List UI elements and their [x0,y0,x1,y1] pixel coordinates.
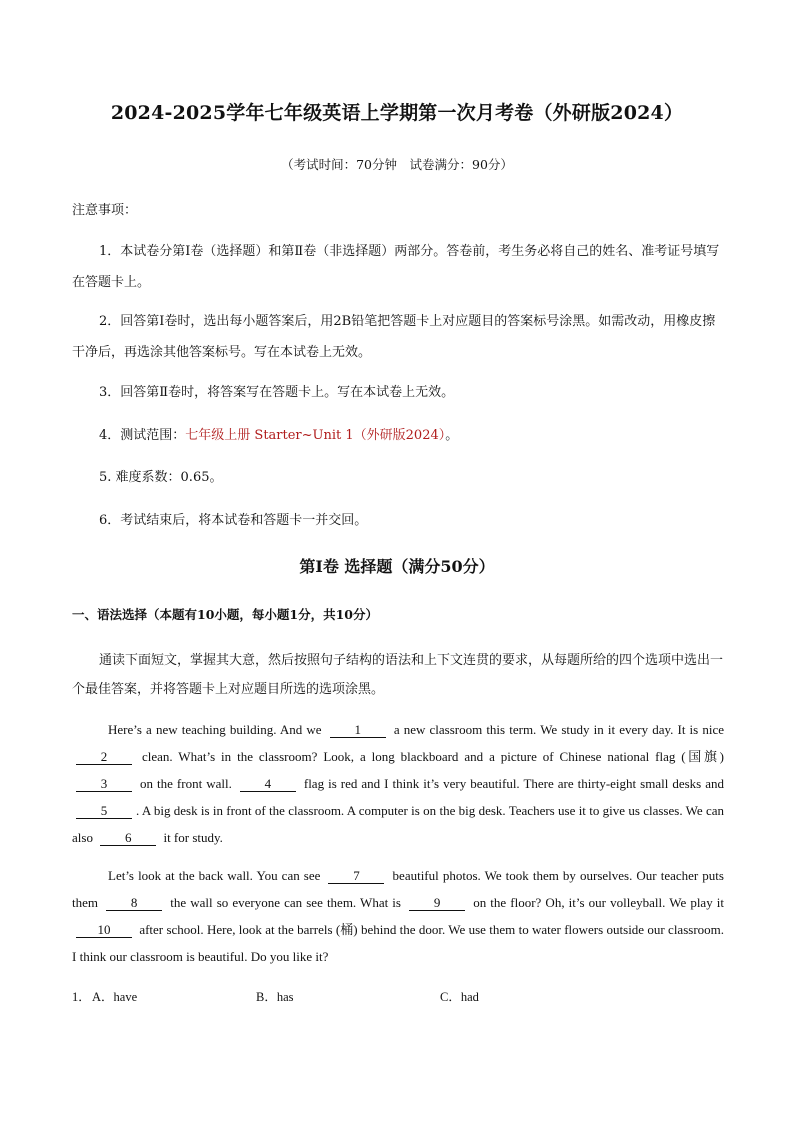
note-item [72,420,724,451]
notes-title: 注意事项： [72,203,138,218]
option-b: B．has [256,990,294,1004]
note-suffix: 。 [445,428,459,443]
blank-1: 1 [330,723,386,738]
blank-6: 6 [100,831,156,846]
blank-2: 2 [76,750,132,765]
passage-text: the wall so everyone can see them. What is [170,895,401,910]
exam-title: 2024-2025学年七年级英语上学期第一次月考卷（外研版2024） [110,102,684,124]
passage-text: flag is red and I think it’s very beautiful. There are thirty-eight small desks and [303,776,724,791]
passage-text: after school. Here, look at the barrels (桶) behind the door. We use them to water flowers outside our classroom. I think our classroom is beautiful. Do you like it? [72,922,725,964]
note-prefix: 4．测试范围： [99,428,186,443]
test-scope-highlight: 七年级上册 Starter~Unit 1（外研版2024） [185,428,446,443]
blank-9: 9 [409,896,465,911]
question-number: 1． [72,990,91,1004]
passage-text: . A big desk is in front of the classroom. A computer is on the big desk. Teachers use it to give us classes. We can also [72,803,724,845]
passage-text: on the front wall. [140,776,232,791]
passage-text: beautiful photos. We took them by ourselves. Our teacher puts them [72,868,724,910]
blank-4: 4 [240,777,296,792]
blank-8: 8 [106,896,162,911]
blank-3: 3 [76,777,132,792]
passage-text: on the floor? Oh, it’s our volleyball. We play it [473,895,725,910]
note-item: 2．回答第Ⅰ卷时，选出每小题答案后，用2B铅笔把答题卡上对应题目的答案标号涂黑。如需改动，用橡皮擦干净后，再选涂其他答案标号。写在本试卷上无效。 [72,314,716,360]
passage-text: Let’s look at the back wall. You can see [108,868,321,883]
note-item: 1．本试卷分第Ⅰ卷（选择题）和第Ⅱ卷（非选择题）两部分。答卷前，考生务必将自己的姓名、准考证号填写在答题卡上。 [72,244,720,290]
passage-text: clean. What’s in the classroom? Look, a long blackboard and a picture of Chinese national flag (国旗) [141,749,724,764]
passage-text: a new classroom this term. We study in it every day. It is nice [393,722,725,737]
option-a: A．have [92,990,138,1004]
passage-paragraph-1 [72,716,724,851]
passage-text: it for study. [163,830,223,845]
exam-subtitle: （考试时间：70分钟 试卷满分：90分） [281,157,513,172]
blank-7: 7 [328,869,384,884]
passage-text: Here’s a new teaching building. And we [108,722,322,737]
section-title: 第Ⅰ卷 选择题（满分50分） [299,557,495,576]
note-item: 3．回答第Ⅱ卷时，将答案写在答题卡上。写在本试卷上无效。 [99,385,455,400]
passage-paragraph-2 [72,862,724,970]
instructions: 通读下面短文，掌握其大意，然后按照句子结构的语法和上下文连贯的要求，从每题所给的四个选项中选出一个最佳答案，并将答题卡上对应题目所选的选项涂黑。 [72,653,724,697]
part-title: 一、语法选择（本题有10小题，每小题1分，共10分） [72,607,378,622]
note-item: 5. 难度系数：0.65。 [99,470,223,485]
blank-5: 5 [76,804,132,819]
blank-10: 10 [76,923,132,938]
option-c: C．had [440,990,479,1004]
note-item: 6．考试结束后，将本试卷和答题卡一并交回。 [99,513,368,528]
